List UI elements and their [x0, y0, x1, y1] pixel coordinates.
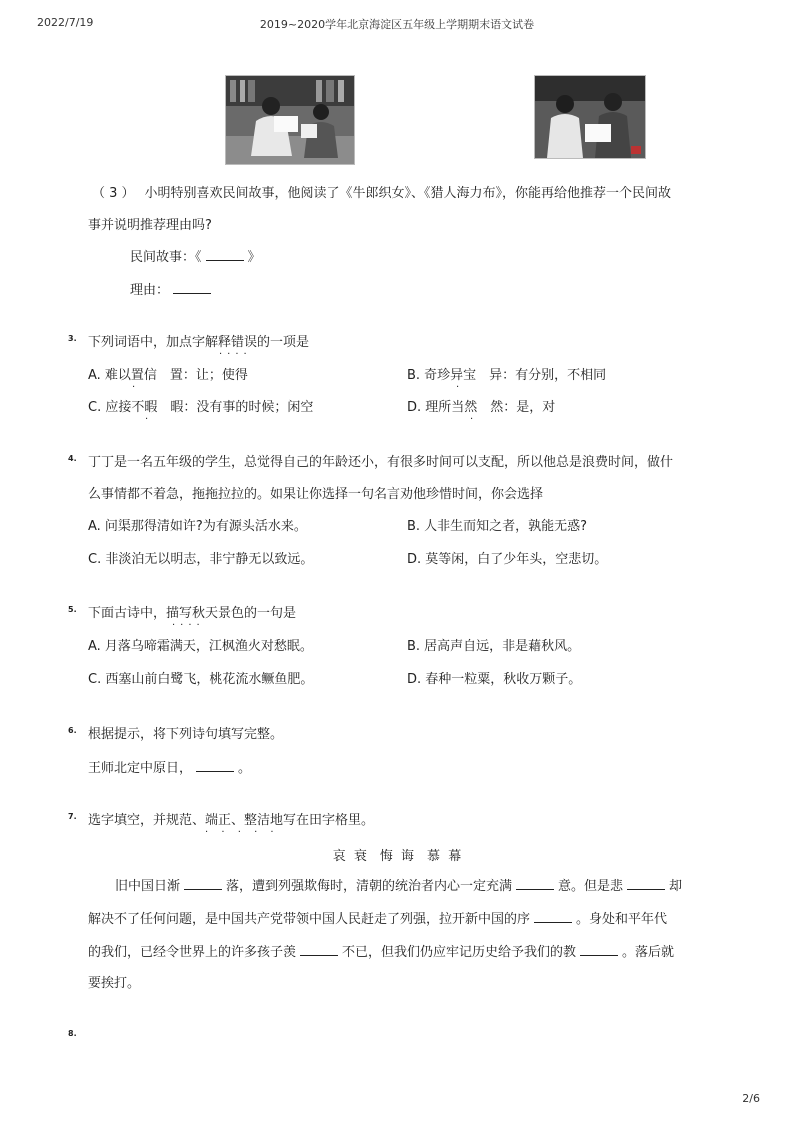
q4-option-d[interactable]: D. 莫等闲，白了少年头，空悲切。 — [407, 552, 608, 567]
q7-text: 解决不了任何问题，是中国共产党带领中国人民赶走了列强，拉开新中国的序 — [88, 912, 531, 927]
q7-blank-4[interactable] — [534, 910, 572, 923]
reading-photo-2 — [534, 75, 646, 159]
q6-line-prefix: 王师北定中原日， — [88, 761, 193, 776]
q7-blank-2[interactable] — [516, 877, 554, 890]
q7-text: 不已，但我们仍应牢记历史给予我们的教 — [342, 945, 577, 960]
q5-emphasis-dots: ···· — [172, 620, 205, 631]
q4-option-c[interactable]: C. 非淡泊无以明志，非宁静无以致远。 — [88, 552, 314, 567]
q3-emphasis-dots: ···· — [219, 349, 252, 360]
story-blank[interactable] — [206, 248, 244, 261]
q7-para-line4: 要挨打。 — [88, 976, 141, 991]
q6-line-suffix: 。 — [238, 761, 252, 776]
q3-b-dot: · — [456, 382, 465, 393]
q7-stem: 选字填空，并规范、端正、整洁地写在田字格里。 — [88, 813, 375, 828]
q7-text: 旧中国日渐 — [115, 879, 181, 894]
q2-3-story-line — [130, 248, 261, 267]
story-suffix: 》 — [247, 250, 261, 265]
q7-para-line2 — [88, 910, 667, 929]
q7-blank-3[interactable] — [627, 877, 665, 890]
q7-text: 意。但是悲 — [558, 879, 624, 894]
q7-text: 落，遭到列强欺侮时，清朝的统治者内心一定充满 — [226, 879, 513, 894]
q6-stem: 根据提示，将下列诗句填写完整。 — [88, 727, 284, 742]
reading-photo-1 — [225, 75, 355, 165]
q7-text: 的我们，已经令世界上的许多孩子羡 — [88, 945, 297, 960]
q3-option-d[interactable]: D. 理所当然 然：是，对 — [407, 400, 556, 415]
q5-option-d[interactable]: D. 春种一粒粟，秋收万颗子。 — [407, 672, 582, 687]
q2-3-reason-line — [130, 281, 215, 300]
q6-poem-line — [88, 759, 251, 778]
q2-3-label: （ 3 ） — [92, 186, 135, 201]
q2-3-text2: 事并说明推荐理由吗? — [88, 218, 212, 233]
q3-a-dot: · — [132, 382, 141, 393]
q7-char-choices: 哀 衰 悔 诲 慕 幕 — [332, 849, 462, 864]
header-date: 2022/7/19 — [37, 16, 94, 29]
q7-blank-5[interactable] — [300, 943, 338, 956]
q2-3-line1 — [92, 185, 671, 203]
q3-stem: 下列词语中，加点字解释错误的一项是 — [88, 335, 310, 350]
q7-emphasis-dots: · · · · · — [205, 827, 279, 838]
q5-stem: 下面古诗中，描写秋天景色的一句是 — [88, 606, 297, 621]
q7-blank-1[interactable] — [184, 877, 222, 890]
q5-option-c[interactable]: C. 西塞山前白鹭飞，桃花流水鳜鱼肥。 — [88, 672, 314, 687]
q4-stem1: 丁丁是一名五年级的学生，总觉得自己的年龄还小，有很多时间可以支配，所以他总是浪费时间，做什 — [88, 455, 674, 470]
q3-option-a[interactable]: A. 难以置信 置：让；使得 — [88, 368, 248, 383]
q4-option-a[interactable]: A. 问渠那得清如许?为有源头活水来。 — [88, 519, 307, 534]
q7-text: 。落后就 — [622, 945, 675, 960]
q2-3-text1: 小明特别喜欢民间故事，他阅读了《牛郎织女》、《猎人海力布》，你能再给他推荐一个民间故 — [144, 186, 672, 201]
q5-option-b[interactable]: B. 居高声自远，非是藉秋风。 — [407, 639, 581, 654]
story-prefix: 民间故事：《 — [130, 250, 202, 265]
page-number: 2/6 — [742, 1092, 760, 1105]
q7-number: 7. — [68, 812, 77, 821]
q7-text: 。身处和平年代 — [576, 912, 668, 927]
q3-number: 3. — [68, 334, 77, 343]
q7-blank-6[interactable] — [580, 943, 618, 956]
q7-para-line1 — [115, 877, 682, 896]
reason-prefix: 理由： — [130, 283, 170, 298]
q6-blank[interactable] — [196, 759, 234, 772]
q3-d-dot: · — [470, 414, 479, 425]
q4-option-b[interactable]: B. 人非生而知之者，孰能无惑? — [407, 519, 588, 534]
q3-option-b[interactable]: B. 奇珍异宝 异：有分别，不相同 — [407, 368, 607, 383]
q5-number: 5. — [68, 605, 77, 614]
q6-number: 6. — [68, 726, 77, 735]
q5-option-a[interactable]: A. 月落乌啼霜满天，江枫渔火对愁眠。 — [88, 639, 313, 654]
header-title: 2019~2020学年北京海淀区五年级上学期期末语文试卷 — [259, 18, 535, 31]
q4-number: 4. — [68, 454, 77, 463]
q7-text: 却 — [669, 879, 683, 894]
q7-para-line3 — [88, 943, 674, 962]
q3-option-c[interactable]: C. 应接不暇 暇：没有事的时候；闲空 — [88, 400, 314, 415]
q3-c-dot: · — [145, 414, 154, 425]
q4-stem2: 么事情都不着急，拖拖拉拉的。如果让你选择一句名言劝他珍惜时间，你会选择 — [88, 487, 544, 502]
reason-blank[interactable] — [173, 281, 211, 294]
q8-number: 8. — [68, 1029, 77, 1038]
